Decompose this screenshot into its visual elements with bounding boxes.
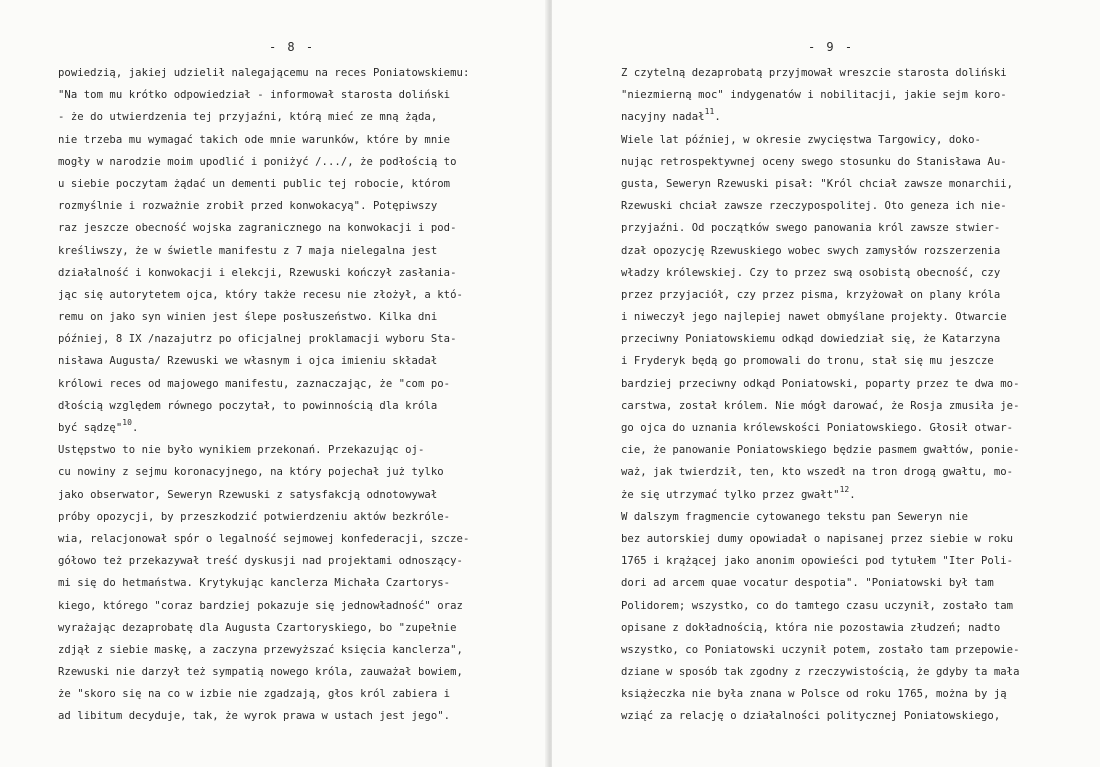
text-line [621,262,1041,284]
text-line [58,106,478,128]
right-page [552,0,1100,767]
text-segment: kiego, którego "coraz bardziej pokazuje się jednowładność" oraz [58,599,463,612]
text-line [621,173,1041,195]
text-line [58,639,478,661]
text-segment: cu nowiny z sejmu koronacyjnego, na który pojechał już tylko [58,466,444,479]
page-number: - 8 - [268,40,316,54]
text-segment: Polidorem; wszystko, co do tamtego czasu uczynił, zostało tam [621,599,1014,612]
text-line [621,506,1041,528]
text-segment: W dalszym fragmencie cytowanego tekstu pan Seweryn nie [621,510,969,523]
footnote-ref: 11 [704,107,715,117]
text-segment: Ustępstwo to nie było wynikiem przekonań. Przekazując oj- [58,444,425,457]
text-line [58,661,478,683]
text-line [621,705,1041,727]
text-line [621,595,1041,617]
text-line [58,62,478,84]
text-segment: przez przyjaciół, czy przez pisma, krzyżował on plany króla [621,288,1001,301]
text-segment: nując retrospektywnej oceny swego stosunku do Stanisława Au- [621,155,1007,168]
text-line [621,217,1041,239]
text-segment: wziąć za relację o działalności politycznej Poniatowskiego, [621,710,1001,723]
text-line [58,284,478,306]
text-line [58,395,478,417]
text-segment: "niezmierną moc" indygenatów i nobilitacji, jakie sejm koro- [621,89,1007,102]
text-line [621,306,1041,328]
text-line [58,151,478,173]
text-line [621,328,1041,350]
text-line [621,350,1041,372]
text-segment: Rzewuski chciał zawsze rzeczypospolitej. Oto geneza ich nie- [621,200,1007,213]
text-segment: powiedzią, jakiej udzielił nalegającemu na reces Poniatowskiemu: [58,67,470,79]
text-segment: . [132,422,139,434]
text-segment: "Na tom mu krótko odpowiedział - informował starosta doliński [58,89,451,102]
text-line [58,240,478,262]
page-text [621,62,1041,728]
text-line [621,617,1041,639]
text-line [58,84,478,106]
text-line [58,373,478,395]
page-number: - 9 - [807,40,855,54]
text-segment: i niweczył jego najlepiej nawet obmyślane projekty. Otwarcie [621,311,1007,324]
text-segment: że się utrzymać tylko przez gwałt" [621,488,840,501]
text-segment: później, 8 IX /nazajutrz po oficjalnej proklamacji wyboru Sta- [58,333,457,346]
text-line [58,328,478,350]
text-segment: wszystko, co Poniatowski uczynił potem, zostało tam przepowie- [621,643,1020,656]
text-segment: Wiele lat później, w okresie zwycięstwa Targowicy, doko- [621,133,981,146]
text-line [621,661,1041,683]
text-line [621,439,1041,461]
text-segment: że "skoro się na co w izbie nie zgadzają, głos król zabiera i [58,688,451,701]
text-line [58,461,478,483]
text-segment: mi się do hetmaństwa. Krytykując kanclerza Michała Czartorys- [58,577,451,590]
text-line [58,350,478,372]
text-line [58,439,478,461]
text-segment: . [849,488,856,501]
text-segment: Rzewuski nie darzył też sympatią nowego króla, zauważał bowiem, [58,666,463,679]
text-line [621,572,1041,594]
text-segment: u siebie poczytam żądać un dementi public tej robocie, którom [58,177,451,190]
text-line [58,617,478,639]
text-segment: dłością względem równego poczytał, to powinnością dla króla [58,399,438,412]
text-segment: Z czytelną dezaprobatą przyjmował wreszcie starosta doliński [621,67,1007,79]
text-segment: zdjął z siebie maskę, a zaczyna przewyższać księcia kanclerza", [58,643,463,656]
text-line [621,84,1041,106]
page-text [58,62,478,728]
text-segment: władzy królewskiej. Czy to przez swą osobistą obecność, czy [621,266,1001,279]
text-line [621,683,1041,705]
text-line [58,683,478,705]
text-line [58,506,478,528]
text-segment: i Fryderyk będą go promowali do tronu, stał się mu jeszcze [621,355,994,368]
text-segment: mogły w narodzie moim upodlić i poniżyć /.../, że podłością to [58,155,457,168]
text-segment: ad libitum decyduje, tak, że wyrok prawa w ustach jest jego". [58,710,451,723]
text-line [58,550,478,572]
text-line [58,595,478,617]
text-segment: opisane z dokładnością, która nie pozostawia złudzeń; nadto [621,621,1001,634]
text-line [58,705,478,727]
text-line [621,373,1041,395]
text-line [621,151,1041,173]
text-segment: dziane w sposób tak zgodny z rzeczywistością, że gdyby ta mała [621,666,1020,679]
text-segment: wyrażając dezaprobatę dla Augusta Czartoryskiego, bo "zupełnie [58,621,457,634]
text-line [621,240,1041,262]
text-segment: gółowo też przekazywał treść dyskusji nad projektami odnoszący- [58,555,463,568]
text-line [58,572,478,594]
text-line [621,484,1041,506]
text-line [621,528,1041,550]
text-segment: remu on jako syn winien jest ślepe posłuszeństwo. Kilka dni [58,311,438,324]
text-line [621,284,1041,306]
text-segment: gusta, Seweryn Rzewuski pisał: "Król chciał zawsze monarchii, [621,177,1014,190]
text-segment: carstwa, został królem. Nie mógł darować, że Rosja zmusiła je- [621,399,1020,412]
text-segment: książeczka nie była znana w Polsce od roku 1765, można by ją [621,688,1007,701]
text-segment: przyjaźni. Od początków swego panowania król zawsze stwier- [621,222,1001,235]
text-segment: nie trzeba mu wymagać takich ode mnie warunków, które by mnie [58,133,451,146]
text-segment: jąc się autorytetem ojca, który także recesu nie złożył, a któ- [58,288,463,301]
text-segment: próby opozycji, by przeszkodzić potwierdzeniu aktów bezkróle- [58,510,451,523]
text-segment: waż, jak twierdził, ten, kto wszedł na tron drogą gwałtu, mo- [621,466,1014,479]
text-segment: rozmyślnie i rozważnie zrobił przed konwokacyą". Potępiwszy [58,200,438,213]
text-segment: cie, że panowanie Poniatowskiego będzie pasmem gwałtów, ponie- [621,444,1020,457]
text-line [621,195,1041,217]
text-line [58,173,478,195]
text-segment: przeciwny Poniatowskiemu odkąd dowiedział się, że Katarzyna [621,333,1001,346]
text-segment: być sądzę" [58,422,123,434]
text-line [621,106,1041,128]
text-segment: - że do utwierdzenia tej przyjaźni, którą mieć ze mną żąda, [58,111,438,124]
text-line [621,129,1041,151]
footnote-ref: 12 [839,484,850,494]
text-line [58,417,478,439]
text-segment: . [714,111,721,124]
footnote-ref: 10 [122,418,133,427]
text-segment: bardziej przeciwny odkąd Poniatowski, poparty przez te dwa mo- [621,377,1020,390]
text-line [58,306,478,328]
text-line [58,484,478,506]
text-line [58,262,478,284]
text-line [621,62,1041,84]
text-line [58,217,478,239]
text-segment: wia, relacjonował spór o legalność sejmowej konfederacji, szcze- [58,532,470,545]
text-line [621,639,1041,661]
text-segment: dori ad arcem quae vocatur despotia". "Poniatowski był tam [621,577,994,590]
text-segment: raz jeszcze obecność wojska zagranicznego na konwokacji i pod- [58,222,457,235]
text-segment: nacyjny nadał [621,111,705,124]
text-segment: królowi reces od majowego manifestu, zaznaczając, że "com po- [58,377,451,390]
text-segment: działalność i konwokacji i elekcji, Rzewuski kończył zasłania- [58,266,457,279]
text-line [621,417,1041,439]
text-segment: kreśliwszy, że w świetle manifestu z 7 maja nielegalna jest [58,244,438,257]
left-page [0,0,548,767]
text-segment: 1765 i krążącej jako anonim opowieści pod tytułem "Iter Poli- [621,555,1014,568]
text-line [621,395,1041,417]
text-line [58,195,478,217]
text-line [621,461,1041,483]
text-segment: nisława Augusta/ Rzewuski we własnym i ojca imieniu składał [58,355,438,368]
text-segment: bez autorskiej dumy opowiadał o napisanej przez siebie w roku [621,532,1014,545]
text-segment: dzał opozycję Rzewuskiego wobec swych zamysłów rozszerzenia [621,244,1001,257]
text-line [58,528,478,550]
text-line [621,550,1041,572]
text-segment: jako obserwator, Seweryn Rzewuski z satysfakcją odnotowywał [58,488,438,501]
text-line [58,129,478,151]
text-segment: go ojca do uznania królewskości Poniatowskiego. Głosił otwar- [621,422,1014,434]
